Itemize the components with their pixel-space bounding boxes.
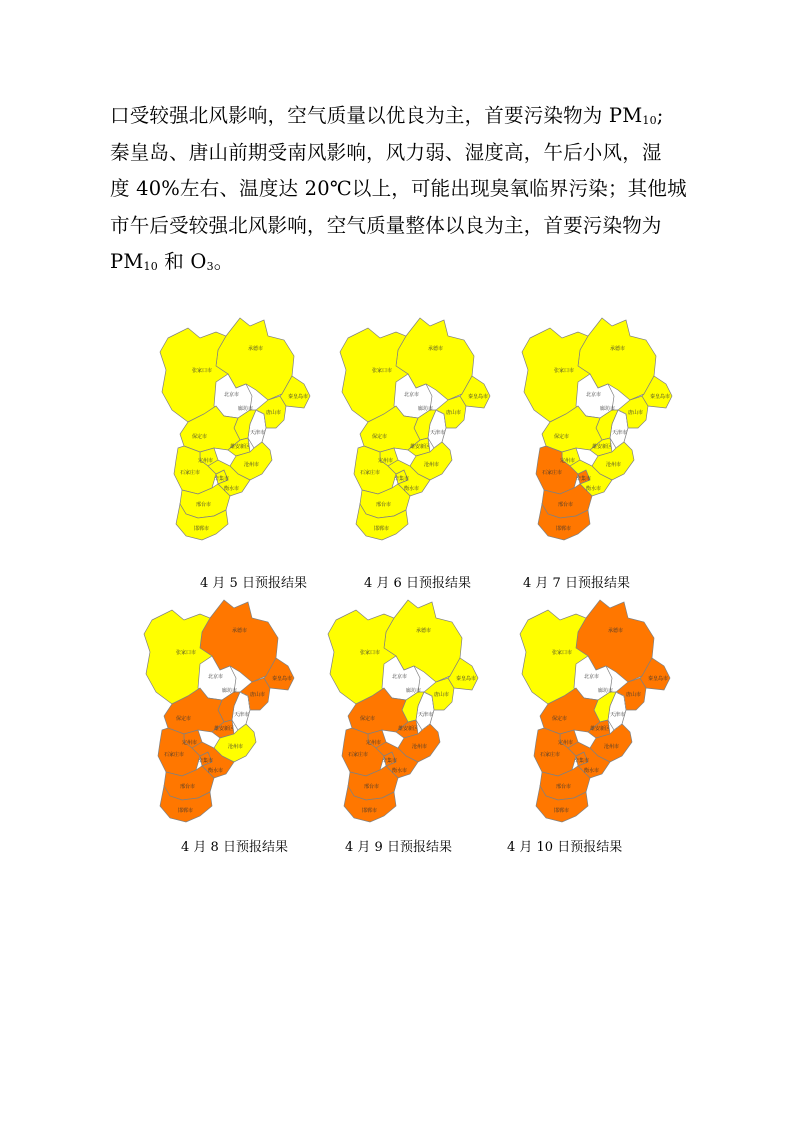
label-shijiazhuang: 石家庄市 (348, 752, 369, 758)
label-langfang: 廊坊市 (406, 688, 422, 694)
paragraph-line-3: 度 40%左右、温度达 20℃以上，可能出现臭氧临界污染；其他城 (110, 177, 687, 200)
label-beijing: 北京市 (584, 674, 600, 680)
label-xingtai: 邢台市 (556, 784, 572, 790)
label-shijiazhuang: 石家庄市 (164, 752, 185, 758)
label-xiongan: 雄安新区 (214, 726, 235, 732)
label-chengde: 承德市 (610, 346, 626, 352)
label-handan: 邯郸市 (554, 808, 570, 814)
label-handan: 邯郸市 (362, 808, 378, 814)
label-cangzhou: 沧州市 (604, 744, 620, 750)
label-langfang: 廊坊市 (598, 688, 614, 694)
label-tianjin: 天津市 (430, 430, 446, 436)
label-xingtai: 邢台市 (364, 784, 380, 790)
label-beijing: 北京市 (586, 392, 602, 398)
label-xiongan: 雄安新区 (410, 444, 431, 450)
label-langfang: 廊坊市 (600, 406, 616, 412)
label-zhangjiakou: 张家口市 (176, 650, 197, 656)
label-langfang: 廊坊市 (238, 406, 254, 412)
label-xiongan: 雄安新区 (230, 444, 251, 450)
body-paragraph (110, 98, 712, 281)
label-xinji: 辛集市 (198, 758, 214, 764)
label-cangzhou: 沧州市 (606, 462, 622, 468)
label-shijiazhuang: 石家庄市 (542, 470, 563, 476)
label-xingtai: 邢台市 (196, 502, 212, 508)
label-beijing: 北京市 (404, 392, 420, 398)
forecast-map-apr5 (158, 310, 338, 550)
forecast-map-apr7 (520, 310, 700, 550)
label-chengde: 承德市 (428, 346, 444, 352)
label-xingtai: 邢台市 (376, 502, 392, 508)
label-baoding: 保定市 (192, 434, 208, 440)
label-chengde: 承德市 (608, 628, 624, 634)
label-chengde: 承德市 (248, 346, 264, 352)
label-langfang: 廊坊市 (418, 406, 434, 412)
paragraph-line-2: 秦皇岛、唐山前期受南风影响，风力弱、湿度高，午后小风，湿 (110, 140, 662, 164)
label-dingzhou: 定州市 (182, 740, 198, 746)
paragraph-line-4: 市午后受较强北风影响，空气质量整体以良为主，首要污染物为 (110, 213, 662, 237)
map-caption-apr5: 4 月 5 日预报结果 (200, 576, 307, 591)
label-baoding: 保定市 (372, 434, 388, 440)
label-tangshan: 唐山市 (266, 410, 282, 416)
label-xiongan: 雄安新区 (592, 444, 613, 450)
label-xinji: 辛集市 (214, 476, 230, 482)
paragraph-line-1: 口受较强北风影响，空气质量以优良为主，首要污染物为 $PM_{10}$; (110, 104, 664, 127)
label-hengshui: 衡水市 (392, 768, 408, 774)
label-zhangjiakou: 张家口市 (554, 368, 575, 374)
forecast-map-apr6 (338, 310, 518, 550)
map-caption-apr7: 4 月 7 日预报结果 (523, 576, 630, 591)
label-baoding: 保定市 (176, 716, 192, 722)
forecast-map-apr9 (326, 592, 506, 832)
label-handan: 邯郸市 (374, 526, 390, 532)
label-xinji: 辛集市 (394, 476, 410, 482)
label-beijing: 北京市 (224, 392, 240, 398)
label-dingzhou: 定州市 (558, 740, 574, 746)
label-zhangjiakou: 张家口市 (372, 368, 393, 374)
label-xiongan: 雄安新区 (398, 726, 419, 732)
label-tianjin: 天津市 (234, 712, 250, 718)
label-dingzhou: 定州市 (560, 458, 576, 464)
forecast-map-apr10 (518, 592, 698, 832)
label-qinhuangdao: 秦皇岛市 (456, 676, 477, 682)
label-hengshui: 衡水市 (208, 768, 224, 774)
label-cangzhou: 沧州市 (412, 744, 428, 750)
label-langfang: 廊坊市 (222, 688, 238, 694)
paragraph-line-5: $PM_{10}$ 和 $O_3$。 (110, 250, 234, 273)
label-xinji: 辛集市 (382, 758, 398, 764)
forecast-map-svg (142, 592, 322, 832)
label-xiongan: 雄安新区 (590, 726, 611, 732)
label-cangzhou: 沧州市 (228, 744, 244, 750)
map-caption-apr9: 4 月 9 日预报结果 (345, 840, 452, 855)
label-dingzhou: 定州市 (198, 458, 214, 464)
label-shijiazhuang: 石家庄市 (180, 470, 201, 476)
label-tianjin: 天津市 (612, 430, 628, 436)
label-xinji: 辛集市 (574, 758, 590, 764)
label-hengshui: 衡水市 (586, 486, 602, 492)
label-beijing: 北京市 (208, 674, 224, 680)
forecast-map-svg (520, 310, 700, 550)
label-zhangjiakou: 张家口市 (360, 650, 381, 656)
forecast-map-svg (326, 592, 506, 832)
label-tangshan: 唐山市 (628, 410, 644, 416)
label-hengshui: 衡水市 (404, 486, 420, 492)
map-caption-apr10: 4 月 10 日预报结果 (507, 840, 623, 855)
label-tangshan: 唐山市 (250, 692, 266, 698)
label-qinhuangdao: 秦皇岛市 (648, 676, 669, 682)
map-caption-apr8: 4 月 8 日预报结果 (181, 840, 288, 855)
label-chengde: 承德市 (416, 628, 432, 634)
label-dingzhou: 定州市 (378, 458, 394, 464)
label-shijiazhuang: 石家庄市 (540, 752, 561, 758)
forecast-map-svg (518, 592, 698, 832)
label-handan: 邯郸市 (178, 808, 194, 814)
label-qinhuangdao: 秦皇岛市 (272, 676, 293, 682)
label-handan: 邯郸市 (194, 526, 210, 532)
label-cangzhou: 沧州市 (244, 462, 260, 468)
label-qinhuangdao: 秦皇岛市 (468, 394, 489, 400)
label-xingtai: 邢台市 (180, 784, 196, 790)
label-tangshan: 唐山市 (626, 692, 642, 698)
label-shijiazhuang: 石家庄市 (360, 470, 381, 476)
forecast-map-svg (158, 310, 338, 550)
label-zhangjiakou: 张家口市 (552, 650, 573, 656)
label-tangshan: 唐山市 (434, 692, 450, 698)
label-hengshui: 衡水市 (584, 768, 600, 774)
label-xingtai: 邢台市 (558, 502, 574, 508)
forecast-map-apr8 (142, 592, 322, 832)
label-qinhuangdao: 秦皇岛市 (288, 394, 309, 400)
label-tianjin: 天津市 (418, 712, 434, 718)
label-handan: 邯郸市 (556, 526, 572, 532)
label-qinhuangdao: 秦皇岛市 (650, 394, 671, 400)
label-beijing: 北京市 (392, 674, 408, 680)
label-dingzhou: 定州市 (366, 740, 382, 746)
label-tianjin: 天津市 (610, 712, 626, 718)
label-tianjin: 天津市 (250, 430, 266, 436)
label-baoding: 保定市 (552, 716, 568, 722)
label-cangzhou: 沧州市 (424, 462, 440, 468)
label-baoding: 保定市 (360, 716, 376, 722)
label-hengshui: 衡水市 (224, 486, 240, 492)
label-zhangjiakou: 张家口市 (192, 368, 213, 374)
label-xinji: 辛集市 (576, 476, 592, 482)
forecast-map-svg (338, 310, 518, 550)
label-tangshan: 唐山市 (446, 410, 462, 416)
label-baoding: 保定市 (554, 434, 570, 440)
label-chengde: 承德市 (232, 628, 248, 634)
map-caption-apr6: 4 月 6 日预报结果 (364, 576, 471, 591)
